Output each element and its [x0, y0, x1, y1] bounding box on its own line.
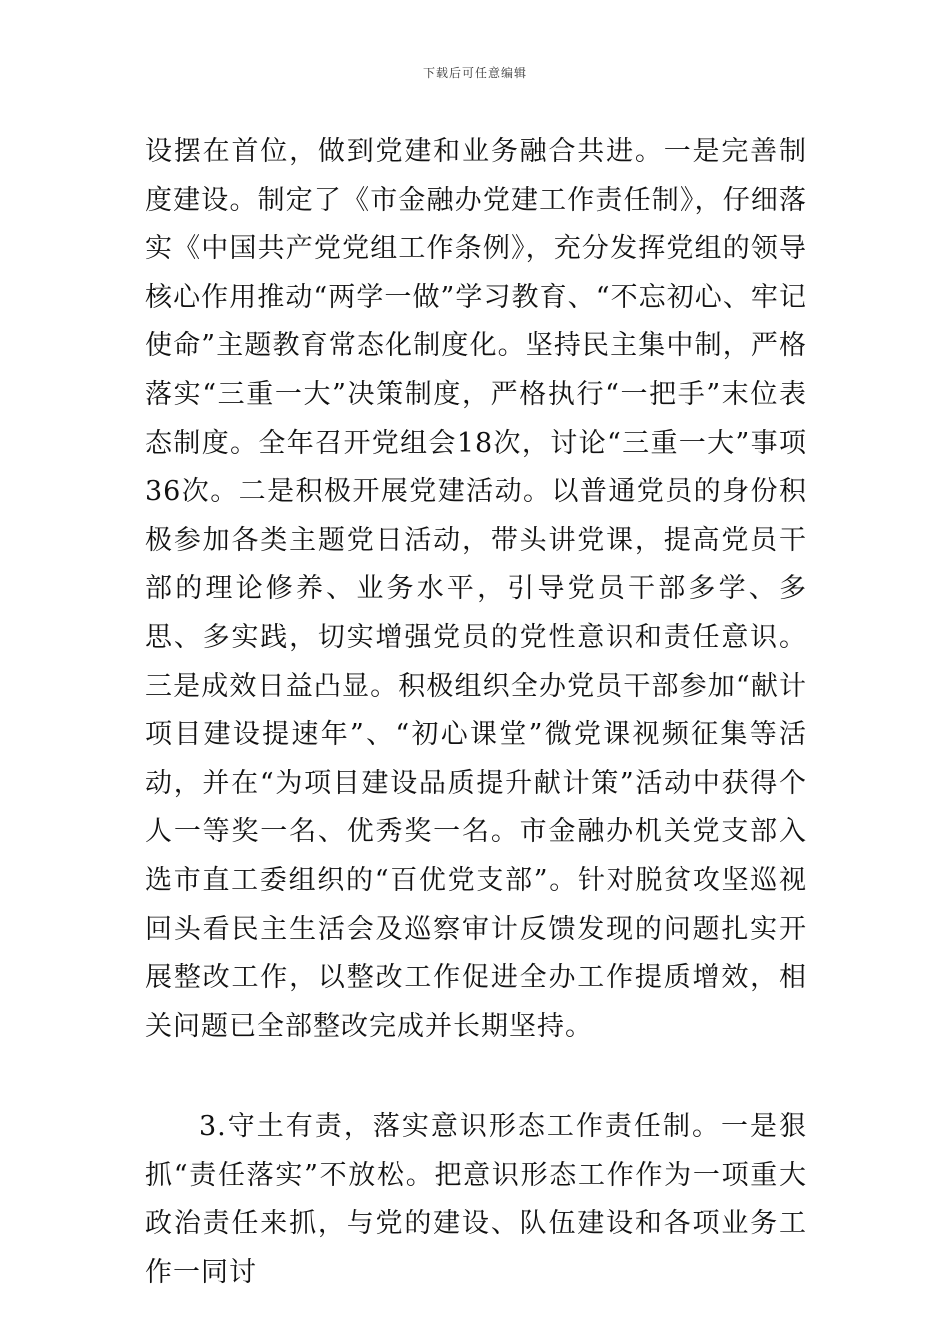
body-paragraph: 3.守土有责，落实意识形态工作责任制。一是狠抓“责任落实”不放松。把意识形态工作作为一项重大政治责任来抓，与党的建设、队伍建设和各项业务工作一同讨 — [145, 1111, 807, 1288]
page-header: 下载后可任意编辑 — [422, 66, 527, 80]
body-paragraph: 设摆在首位，做到党建和业务融合共进。一是完善制度建设。制定了《市金融办党建工作责任制》，仔细落实《中国共产党党组工作条例》，充分发挥党组的领导核心作用推动“两学一做”学习教育、“不忘初心、牢记使命”主题教育常态化制度化。坚持民主集中制，严格落实“三重一大”决策制度，严格执行“一把手”末位表态制度。全年召开党组会18次，讨论“三重一大”事项36次。二是积极开展党建活动。以普通党员的身份积极参加各类主题党日活动，带头讲党课，提高党员干部的理论修养、业务水平，引导党员干部多学、多思、多实践，切实增强党员的党性意识和责任意识。三是成效日益凸显。积极组织全办党员干部参加“献计项目建设提速年”、“初心课堂”微党课视频征集等活动，并在“为项目建设品质提升献计策”活动中获得个人一等奖一名、优秀奖一名。市金融办机关党支部入选市直工委组织的“百优党支部”。针对脱贫攻坚巡视回头看民主生活会及巡察审计反馈发现的问题扎实开展整改工作，以整改工作促进全办工作提质增效，相关问题已全部整改完成并长期坚持。 — [145, 136, 807, 1042]
